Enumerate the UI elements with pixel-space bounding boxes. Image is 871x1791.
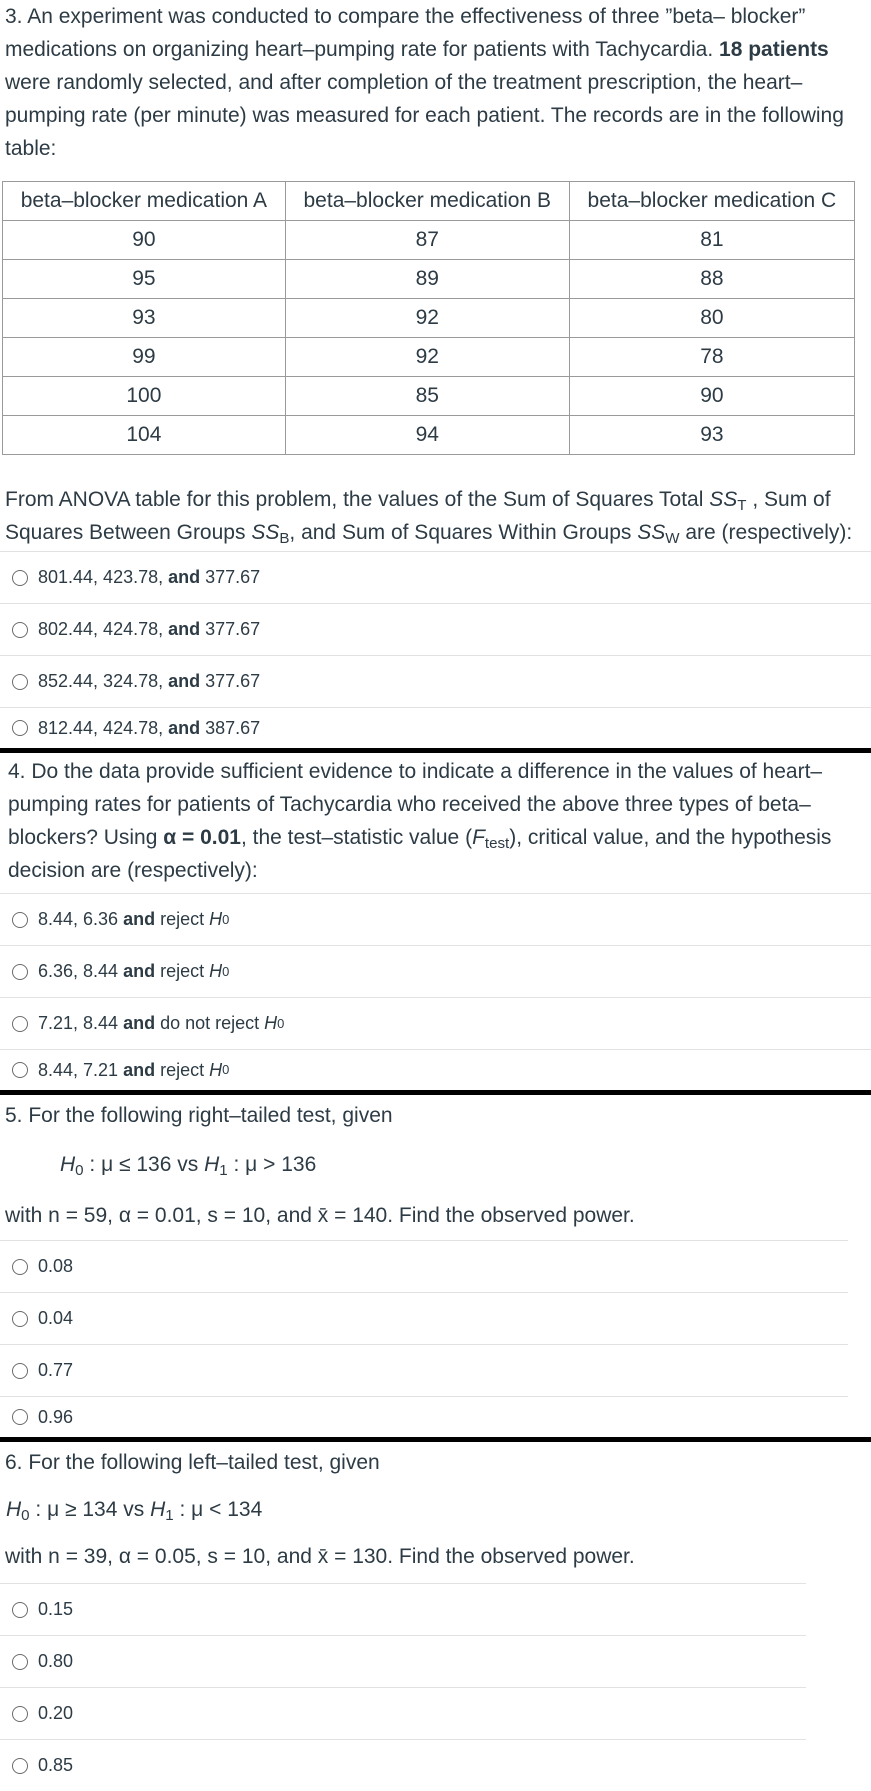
radio-button[interactable] <box>12 1409 28 1425</box>
answer-option[interactable]: 802.44, 424.78, and 377.67 <box>0 603 871 655</box>
radio-button[interactable] <box>12 1706 28 1722</box>
radio-button[interactable] <box>12 622 28 638</box>
table-cell: 94 <box>285 416 569 455</box>
question-4-options <box>0 893 871 1090</box>
table-cell: 89 <box>285 260 569 299</box>
table-cell: 88 <box>569 260 854 299</box>
table-header: beta–blocker medication C <box>569 182 854 221</box>
question-6-title: 6. For the following left–tailed test, given <box>5 1451 380 1474</box>
table-cell: 95 <box>3 260 286 299</box>
answer-option[interactable]: 7.21, 8.44 and do not reject H 0 <box>0 997 871 1049</box>
table-cell: 92 <box>285 338 569 377</box>
question-5-hypotheses: $H_0$ : μ ≤ 136 vs $H_1$ : μ > 136 <box>60 1153 317 1180</box>
question-6 <box>0 1442 871 1791</box>
table-row <box>3 416 855 455</box>
table-cell: 92 <box>285 299 569 338</box>
question-3-prompt: From ANOVA table for this problem, the values of the Sum of Squares Total $SS_T$ , Sum of Squares Between Groups $SS_B$, and Sum of Squares Within Groups $SS_W$ are (respectively): <box>5 488 853 548</box>
table-cell: 81 <box>569 221 854 260</box>
question-5-title: 5. For the following right–tailed test, given <box>5 1104 393 1127</box>
question-6-options <box>0 1583 806 1791</box>
answer-option[interactable]: 0.77 <box>0 1344 848 1396</box>
answer-option[interactable]: 8.44, 7.21 and reject H 0 <box>0 1049 871 1090</box>
table-cell: 90 <box>569 377 854 416</box>
answer-option[interactable]: 0.96 <box>0 1396 848 1437</box>
radio-button[interactable] <box>12 1311 28 1327</box>
question-4-text: 4. Do the data provide sufficient evidence to indicate a difference in the values of heart–pumping rates for patients of Tachycardia who received the above three types of beta–blockers? Using α = 0.01, the test–statistic value $(F_{test})$, critical value, and the hypothesis decision are (respectively): <box>8 760 832 882</box>
data-table <box>2 181 855 455</box>
answer-option[interactable]: 0.04 <box>0 1292 848 1344</box>
question-3 <box>0 0 871 748</box>
table-header-row <box>3 182 855 221</box>
table-row <box>3 338 855 377</box>
answer-option[interactable]: 801.44, 423.78, and 377.67 <box>0 551 871 603</box>
answer-option[interactable]: 0.85 <box>0 1739 806 1791</box>
question-5-given: with n = 59, α = 0.01, s = 10, and x̄ = 140. Find the observed power. <box>5 1204 635 1227</box>
radio-button[interactable] <box>12 570 28 586</box>
answer-option[interactable]: 0.80 <box>0 1635 806 1687</box>
question-3-options <box>0 551 871 748</box>
question-5 <box>0 1095 871 1437</box>
question-4 <box>0 753 871 1090</box>
table-row <box>3 260 855 299</box>
radio-button[interactable] <box>12 912 28 928</box>
table-cell: 93 <box>569 416 854 455</box>
radio-button[interactable] <box>12 1758 28 1774</box>
answer-option[interactable]: 852.44, 324.78, and 377.67 <box>0 655 871 707</box>
question-5-options <box>0 1240 848 1437</box>
answer-option[interactable]: 0.20 <box>0 1687 806 1739</box>
table-row <box>3 221 855 260</box>
radio-button[interactable] <box>12 720 28 736</box>
answer-option[interactable]: 812.44, 424.78, and 387.67 <box>0 707 871 748</box>
table-cell: 80 <box>569 299 854 338</box>
table-row <box>3 299 855 338</box>
table-cell: 99 <box>3 338 286 377</box>
table-cell: 87 <box>285 221 569 260</box>
radio-button[interactable] <box>12 1602 28 1618</box>
answer-option[interactable]: 0.08 <box>0 1240 848 1292</box>
answer-option[interactable]: 6.36, 8.44 and reject H 0 <box>0 945 871 997</box>
question-6-hypotheses: $H_0$ : μ ≥ 134 vs $H_1$ : μ < 134 <box>6 1498 263 1525</box>
table-cell: 78 <box>569 338 854 377</box>
table-cell: 85 <box>285 377 569 416</box>
radio-button[interactable] <box>12 1363 28 1379</box>
table-cell: 104 <box>3 416 286 455</box>
table-header: beta–blocker medication B <box>285 182 569 221</box>
question-3-intro: 3. An experiment was conducted to compare the effectiveness of three ”beta– blocker” medications on organizing heart–pumping rate for patients with Tachycardia. 18 patients were randomly selected, and after completion of the treatment prescription, the heart–pumping rate (per minute) was measured for each patient. The records are in the following table: <box>5 5 844 160</box>
answer-option[interactable]: 8.44, 6.36 and reject H 0 <box>0 893 871 945</box>
question-6-given: with n = 39, α = 0.05, s = 10, and x̄ = 130. Find the observed power. <box>5 1545 635 1568</box>
radio-button[interactable] <box>12 1654 28 1670</box>
radio-button[interactable] <box>12 1259 28 1275</box>
table-cell: 90 <box>3 221 286 260</box>
table-cell: 100 <box>3 377 286 416</box>
table-header: beta–blocker medication A <box>3 182 286 221</box>
radio-button[interactable] <box>12 1062 28 1078</box>
table-cell: 93 <box>3 299 286 338</box>
radio-button[interactable] <box>12 674 28 690</box>
radio-button[interactable] <box>12 1016 28 1032</box>
table-row <box>3 377 855 416</box>
answer-option[interactable]: 0.15 <box>0 1583 806 1635</box>
radio-button[interactable] <box>12 964 28 980</box>
